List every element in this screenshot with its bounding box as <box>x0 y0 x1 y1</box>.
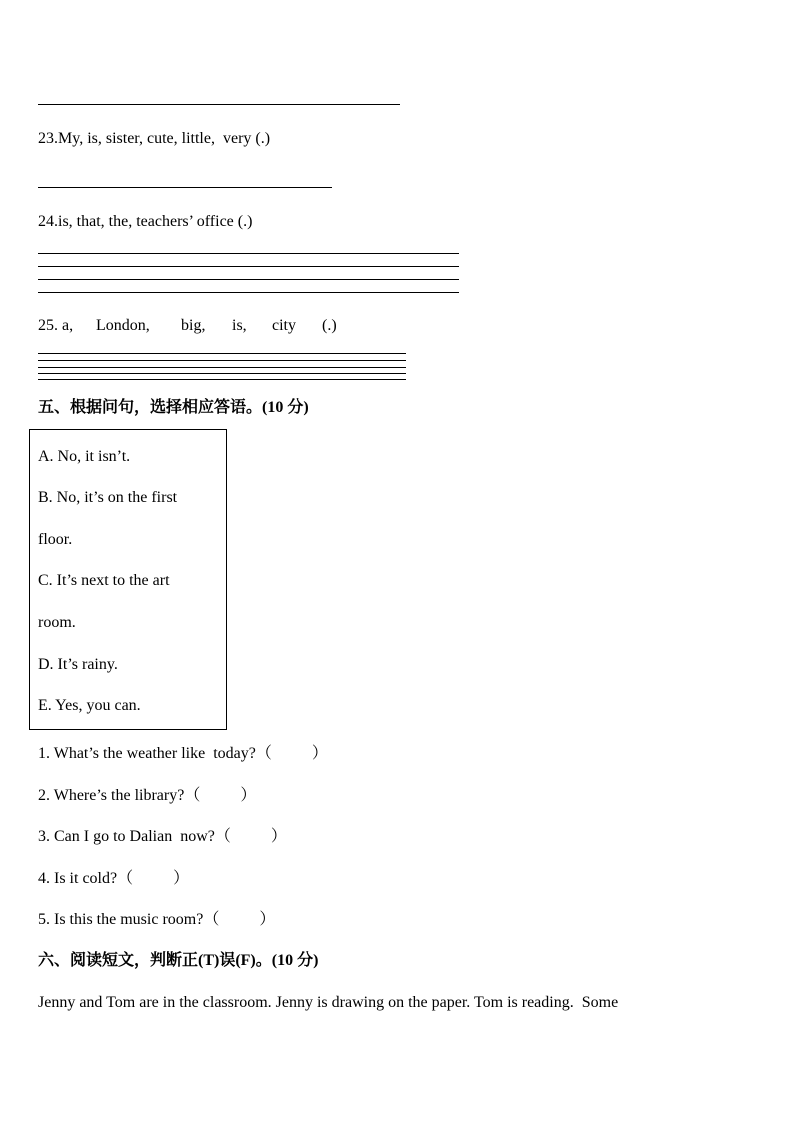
option-c: C. It’s next to the art <box>38 572 170 589</box>
section-6-title: 六、阅读短文，判断正(T)误(F)。(10 分) <box>38 952 319 969</box>
question-25-word-4: is, <box>232 317 247 334</box>
answer-line-25b <box>38 360 406 361</box>
question-23-text: My, is, sister, cute, little, very (.) <box>58 130 271 147</box>
question-25-word-3: big, <box>181 317 206 334</box>
question-24-number: 24. <box>38 213 58 230</box>
answer-line-25c <box>38 367 406 368</box>
answer-line-24a <box>38 253 459 254</box>
option-c-cont: room. <box>38 614 76 631</box>
option-a: A. No, it isn’t. <box>38 448 131 465</box>
answer-line-22 <box>38 104 400 105</box>
question-25 <box>38 316 378 336</box>
s5-question-4 <box>38 869 189 889</box>
option-b-cont: floor. <box>38 531 73 548</box>
s5-question-2 <box>38 786 256 806</box>
s5-question-3 <box>38 827 287 847</box>
section-5-title: 五、根据问句，选择相应答语。(10 分) <box>38 399 309 416</box>
answer-line-24d <box>38 292 459 293</box>
s5-question-2-text: 2. Where’s the library? <box>38 787 185 804</box>
option-e: E. Yes, you can. <box>38 697 141 714</box>
s5-question-5-blank[interactable]: （ ） <box>203 911 276 928</box>
s5-question-3-text: 3. Can I go to Dalian now? <box>38 828 215 845</box>
option-b: B. No, it’s on the first <box>38 489 178 506</box>
s5-question-1-text: 1. What’s the weather like today? <box>38 745 256 762</box>
s5-question-2-blank[interactable]: （ ） <box>184 787 257 804</box>
question-23-number: 23. <box>38 130 58 147</box>
s5-question-3-blank[interactable]: （ ） <box>214 828 287 845</box>
option-d: D. It’s rainy. <box>38 656 118 673</box>
question-24 <box>38 212 252 232</box>
question-23 <box>38 129 270 149</box>
answer-line-24c <box>38 279 459 280</box>
s5-question-1 <box>38 744 328 764</box>
s5-question-5 <box>38 910 275 930</box>
answer-line-25e <box>38 379 406 380</box>
answer-line-23 <box>38 187 332 188</box>
s5-question-4-blank[interactable]: （ ） <box>117 870 190 887</box>
question-25-number: 25. <box>38 317 58 334</box>
question-25-word-6: (.) <box>322 317 337 334</box>
s5-question-5-text: 5. Is this the music room? <box>38 911 204 928</box>
question-25-word-1: a, <box>62 317 74 334</box>
answer-line-24b <box>38 266 459 267</box>
question-25-word-2: London, <box>96 317 150 334</box>
answer-line-25d <box>38 373 406 374</box>
reading-passage: Jenny and Tom are in the classroom. Jenny is drawing on the paper. Tom is reading. Some <box>38 994 619 1011</box>
question-24-text: is, that, the, teachers’ office (.) <box>58 213 253 230</box>
s5-question-4-text: 4. Is it cold? <box>38 870 118 887</box>
question-25-word-5: city <box>272 317 296 334</box>
s5-question-1-blank[interactable]: （ ） <box>255 745 328 762</box>
answer-options-box <box>29 429 227 730</box>
answer-line-25a <box>38 353 406 354</box>
